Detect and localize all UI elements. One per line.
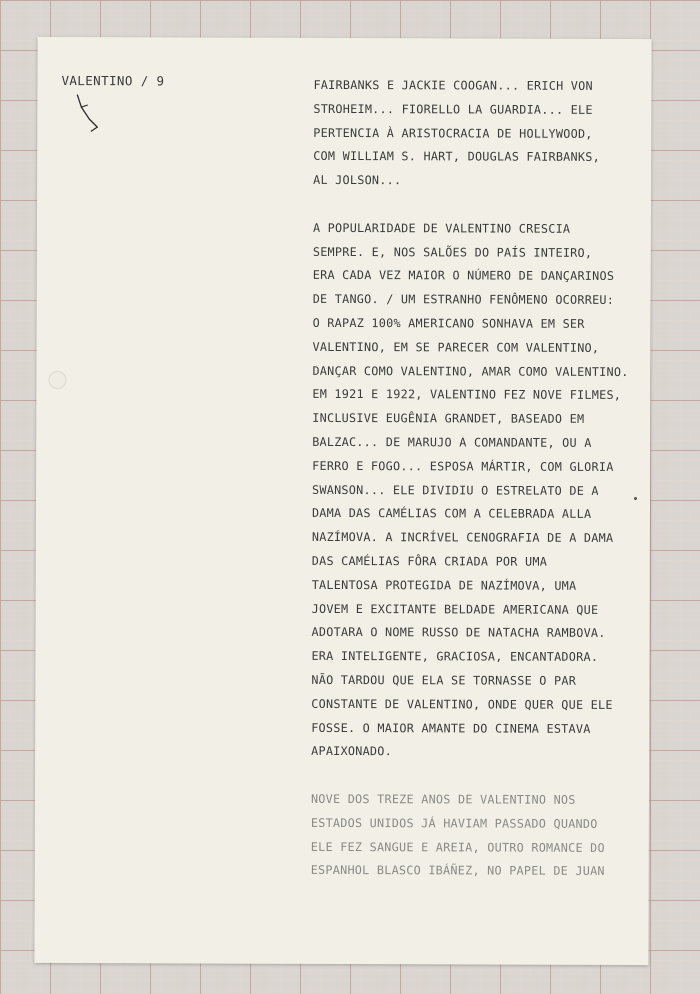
handwritten-mark-icon [69, 93, 109, 133]
text-line: O RAPAZ 100% AMERICANO SONHAVA EM SER [312, 315, 585, 331]
text-line: DAS CAMÉLIAS FÔRA CRIADA POR UMA [311, 553, 548, 569]
text-line: JOVEM E EXCITANTE BELDADE AMERICANA QUE [311, 601, 599, 617]
text-line: STROHEIM... FIORELLO LA GUARDIA... ELE [313, 101, 593, 117]
text-line: ADOTARA O NOME RUSSO DE NATACHA RAMBOVA. [311, 625, 606, 641]
text-line: ESPANHOL BLASCO IBÁÑEZ, NO PAPEL DE JUAN [310, 863, 605, 879]
text-line: A POPULARIDADE DE VALENTINO CRESCIA [312, 220, 571, 236]
punch-hole [48, 371, 66, 389]
text-line: BALZAC... DE MARUJO A COMANDANTE, OU A [312, 434, 592, 450]
text-line: VALENTINO, EM SE PARECER COM VALENTINO, [312, 339, 600, 355]
text-line: AL JOLSON... [313, 173, 402, 188]
text-line: DANÇAR COMO VALENTINO, AMAR COMO VALENTINO. [312, 363, 629, 379]
text-line: DE TANGO. / UM ESTRANHO FENÔMENO OCORREU: [312, 292, 615, 308]
text-line: ERA CADA VEZ MAIOR O NÚMERO DE DANÇARINOS [312, 268, 615, 284]
text-line: ELE FEZ SANGUE E AREIA, OUTRO ROMANCE DO [310, 839, 605, 855]
text-line: APAIXONADO. [311, 744, 393, 759]
text-line: NÃO TARDOU QUE ELA SE TORNASSE O PAR [311, 672, 577, 688]
text-line: INCLUSIVE EUGÊNIA GRANDET, BASEADO EM [312, 411, 585, 426]
text-line: NAZÍMOVA. A INCRÍVEL CENOGRAFIA DE A DAMA [311, 530, 614, 546]
text-line: SWANSON... ELE DIVIDIU O ESTRELATO DE A [312, 482, 599, 498]
text-line: FAIRBANKS E JACKIE COOGAN... ERICH VON [313, 77, 593, 93]
text-line: FERRO E FOGO... ESPOSA MÁRTIR, COM GLORIA [312, 458, 614, 474]
text-line: NOVE DOS TREZE ANOS DE VALENTINO NOS [310, 791, 576, 807]
text-line: SEMPRE. E, NOS SALÕES DO PAÍS INTEIRO, [312, 244, 593, 260]
text-line: TALENTOSA PROTEGIDA DE NAZÍMOVA, UMA [311, 577, 577, 593]
text-line: EM 1921 E 1922, VALENTINO FEZ NOVE FILMES, [312, 387, 622, 403]
typewritten-page [34, 37, 651, 965]
body-text [311, 74, 644, 884]
text-line: ESTADOS UNIDOS JÁ HAVIAM PASSADO QUANDO [310, 815, 598, 831]
text-line: DAMA DAS CAMÉLIAS COM A CELEBRADA ALLA [311, 506, 592, 522]
page-header: VALENTINO / 9 [61, 73, 165, 89]
text-line: FOSSE. O MAIOR AMANTE DO CINEMA ESTAVA [311, 720, 591, 736]
text-line: PERTENCIA À ARISTOCRACIA DE HOLLYWOOD, [313, 125, 593, 141]
text-line: ERA INTELIGENTE, GRACIOSA, ENCANTADORA. [311, 649, 599, 665]
text-line: COM WILLIAM S. HART, DOUGLAS FAIRBANKS, [313, 149, 600, 165]
text-line: CONSTANTE DE VALENTINO, ONDE QUER QUE ELE [311, 696, 613, 712]
